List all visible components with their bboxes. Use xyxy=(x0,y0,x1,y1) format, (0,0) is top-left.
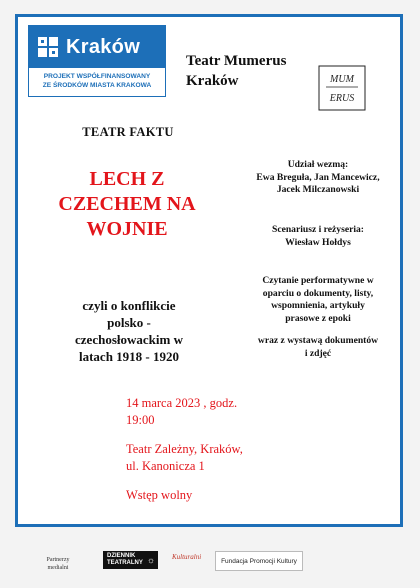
exhibition-line-2: i zdjęć xyxy=(304,347,332,359)
theatre-mask-icon: ☼ xyxy=(146,555,156,565)
title-line-1: LECH Z xyxy=(89,168,165,190)
partners-line-1: Partnerzy xyxy=(46,557,70,563)
event-date-line-2: 19:00 xyxy=(126,413,155,427)
media-partners-label xyxy=(38,556,78,572)
exhibition-line-1: wraz z wystawą dokumentów xyxy=(257,335,379,346)
event-entry: Wstęp wolny xyxy=(126,488,193,502)
event-details xyxy=(126,395,346,516)
title-line-3: WOJNIE xyxy=(86,218,168,240)
event-venue-line-2: ul. Kanonicza 1 xyxy=(126,459,205,473)
logo-sub-line-2: ZE ŚRODKÓW MIASTA KRAKOWA xyxy=(42,82,152,89)
subtitle-line-4: latach 1918 - 1920 xyxy=(78,349,180,364)
poster xyxy=(15,14,403,527)
subtitle-line-1: czyli o konflikcie xyxy=(82,298,176,313)
reading-line-3: wspomnienia, artykuły xyxy=(271,300,365,311)
logo-sub-line-1: PROJEKT WSPÓŁFINANSOWANY xyxy=(43,73,151,80)
kulturalni-logo: Kulturalni xyxy=(172,553,202,561)
reading-line-1: Czytanie performatywne w xyxy=(262,275,374,286)
subtitle-line-3: czechosłowackim w xyxy=(75,332,183,347)
event-date-line-1: 14 marca 2023 , godz. xyxy=(126,396,238,410)
mumerus-stamp-logo xyxy=(318,65,366,111)
cast-heading: Udział wezmą: xyxy=(287,159,349,170)
cast-block xyxy=(228,159,408,197)
theatre-name xyxy=(186,51,326,91)
theatre-name-line-1: Teatr Mumerus xyxy=(186,53,287,69)
krakow-logo xyxy=(28,25,166,97)
dziennik-line-1: DZIENNIK xyxy=(107,553,136,559)
stamp-line-2: ERUS xyxy=(329,93,355,104)
krakow-emblem-icon xyxy=(37,36,59,58)
logo-cofinancing-text xyxy=(29,72,165,90)
stamp-line-1: MUM xyxy=(330,74,354,85)
play-title xyxy=(32,167,222,242)
direction-block xyxy=(228,224,408,249)
cast-line-1: Ewa Breguła, Jan Mancewicz, xyxy=(256,171,380,183)
dziennik-teatralny-logo xyxy=(103,551,158,569)
play-subtitle xyxy=(44,297,214,365)
logo-city-name: Kraków xyxy=(66,35,141,58)
reading-line-4: prasowe z epoki xyxy=(285,312,351,324)
exhibition-block xyxy=(228,335,408,360)
kicker-teatr-faktu: TEATR FAKTU xyxy=(82,125,174,139)
event-date xyxy=(126,395,346,429)
event-venue-line-1: Teatr Zależny, Kraków, xyxy=(126,442,243,456)
reading-block xyxy=(228,275,408,325)
krakow-logo-band xyxy=(29,26,165,68)
direction-name: Wiesław Hołdys xyxy=(285,236,351,248)
dziennik-line-2: TEATRALNY xyxy=(107,560,143,566)
title-line-2: CZECHEM NA xyxy=(58,193,196,215)
partners-line-2: medialni xyxy=(47,565,69,571)
fundacja-promocji-kultury-logo: Fundacja Promocji Kultury xyxy=(215,551,303,571)
reading-line-2: oparciu o dokumenty, listy, xyxy=(262,287,374,299)
theatre-name-line-2: Kraków xyxy=(186,73,239,89)
dziennik-logo-text xyxy=(103,553,143,567)
event-venue xyxy=(126,441,346,475)
cast-line-2: Jacek Milczanowski xyxy=(276,184,360,195)
direction-heading: Scenariusz i reżyseria: xyxy=(271,224,364,235)
subtitle-line-2: polsko - xyxy=(107,315,151,330)
